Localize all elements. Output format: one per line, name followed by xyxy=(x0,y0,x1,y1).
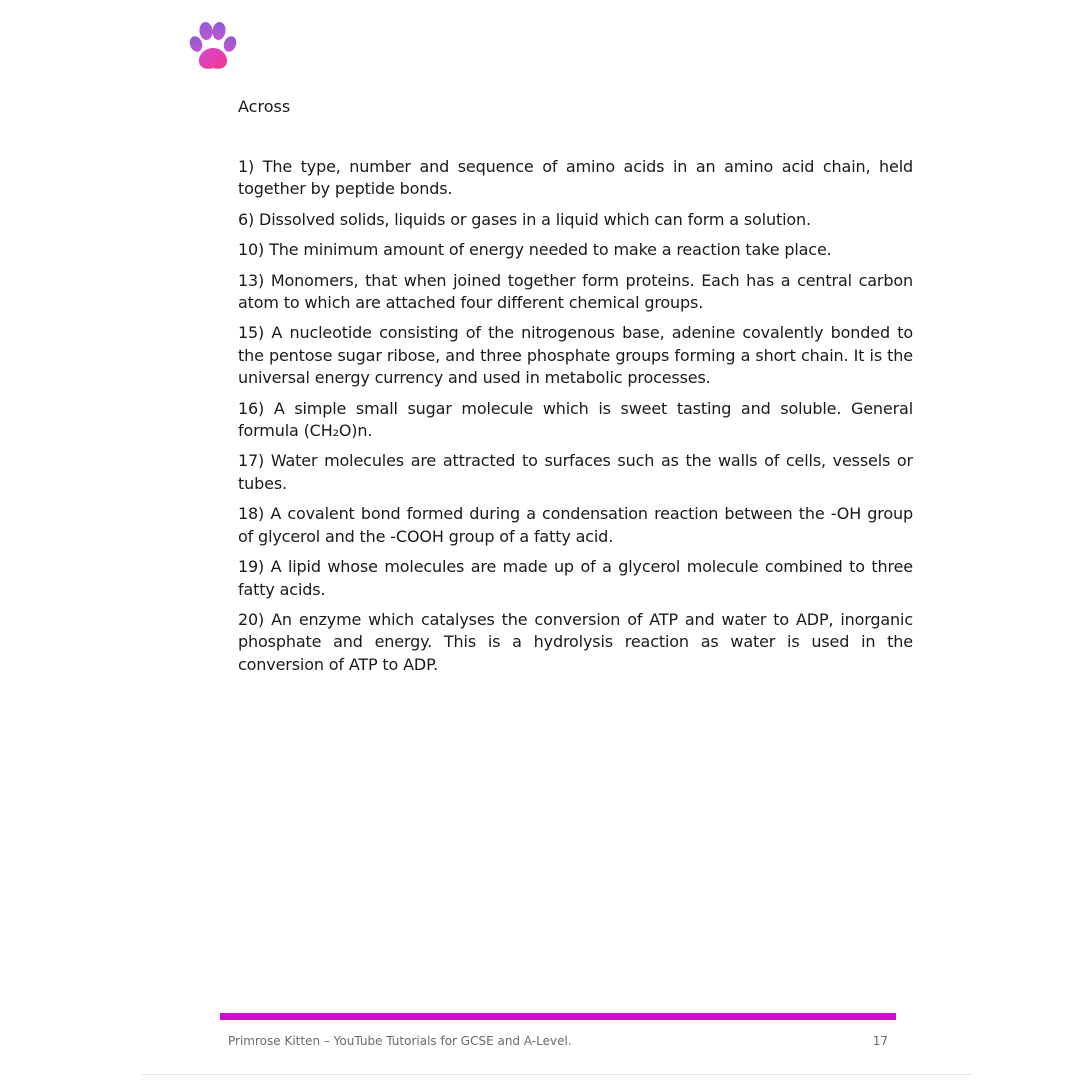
clue-item: 15) A nucleotide consisting of the nitrogenous base, adenine covalently bonded to the pentose sugar ribose, and three phosphate groups forming a short chain. It is the universal energy currency and used in metabolic processes. xyxy=(238,323,913,388)
clue-list xyxy=(238,156,913,684)
footer-text: Primrose Kitten – YouTube Tutorials for GCSE and A-Level. xyxy=(228,1034,572,1048)
section-heading: Across xyxy=(238,97,291,116)
clue-item: 10) The minimum amount of energy needed to make a reaction take place. xyxy=(238,240,832,260)
clue-item: 6) Dissolved solids, liquids or gases in a liquid which can form a solution. xyxy=(238,209,811,229)
clue-item: 1) The type, number and sequence of amino acids in an amino acid chain, held together by peptide bonds. xyxy=(238,157,913,199)
page-edge xyxy=(142,1074,972,1075)
page-number: 17 xyxy=(872,1034,888,1048)
footer-divider xyxy=(220,1013,896,1020)
clue-item: 19) A lipid whose molecules are made up of a glycerol molecule combined to three fatty acids. xyxy=(238,557,913,599)
clue-item: 13) Monomers, that when joined together form proteins. Each has a central carbon atom to which are attached four different chemical groups. xyxy=(238,270,913,313)
clue-item: 18) A covalent bond formed during a condensation reaction between the -OH group of glycerol and the -COOH group of a fatty acid. xyxy=(238,504,913,546)
clue-item: 17) Water molecules are attracted to surfaces such as the walls of cells, vessels or tubes. xyxy=(238,451,913,493)
clue-item: 16) A simple small sugar molecule which is sweet tasting and soluble. General formula (CH₂O)n. xyxy=(238,398,913,441)
paw-print-icon xyxy=(188,20,238,72)
clue-item: 20) An enzyme which catalyses the conversion of ATP and water to ADP, inorganic phosphate and energy. This is a hydrolysis reaction as water is used in the conversion of ATP to ADP. xyxy=(238,609,913,674)
